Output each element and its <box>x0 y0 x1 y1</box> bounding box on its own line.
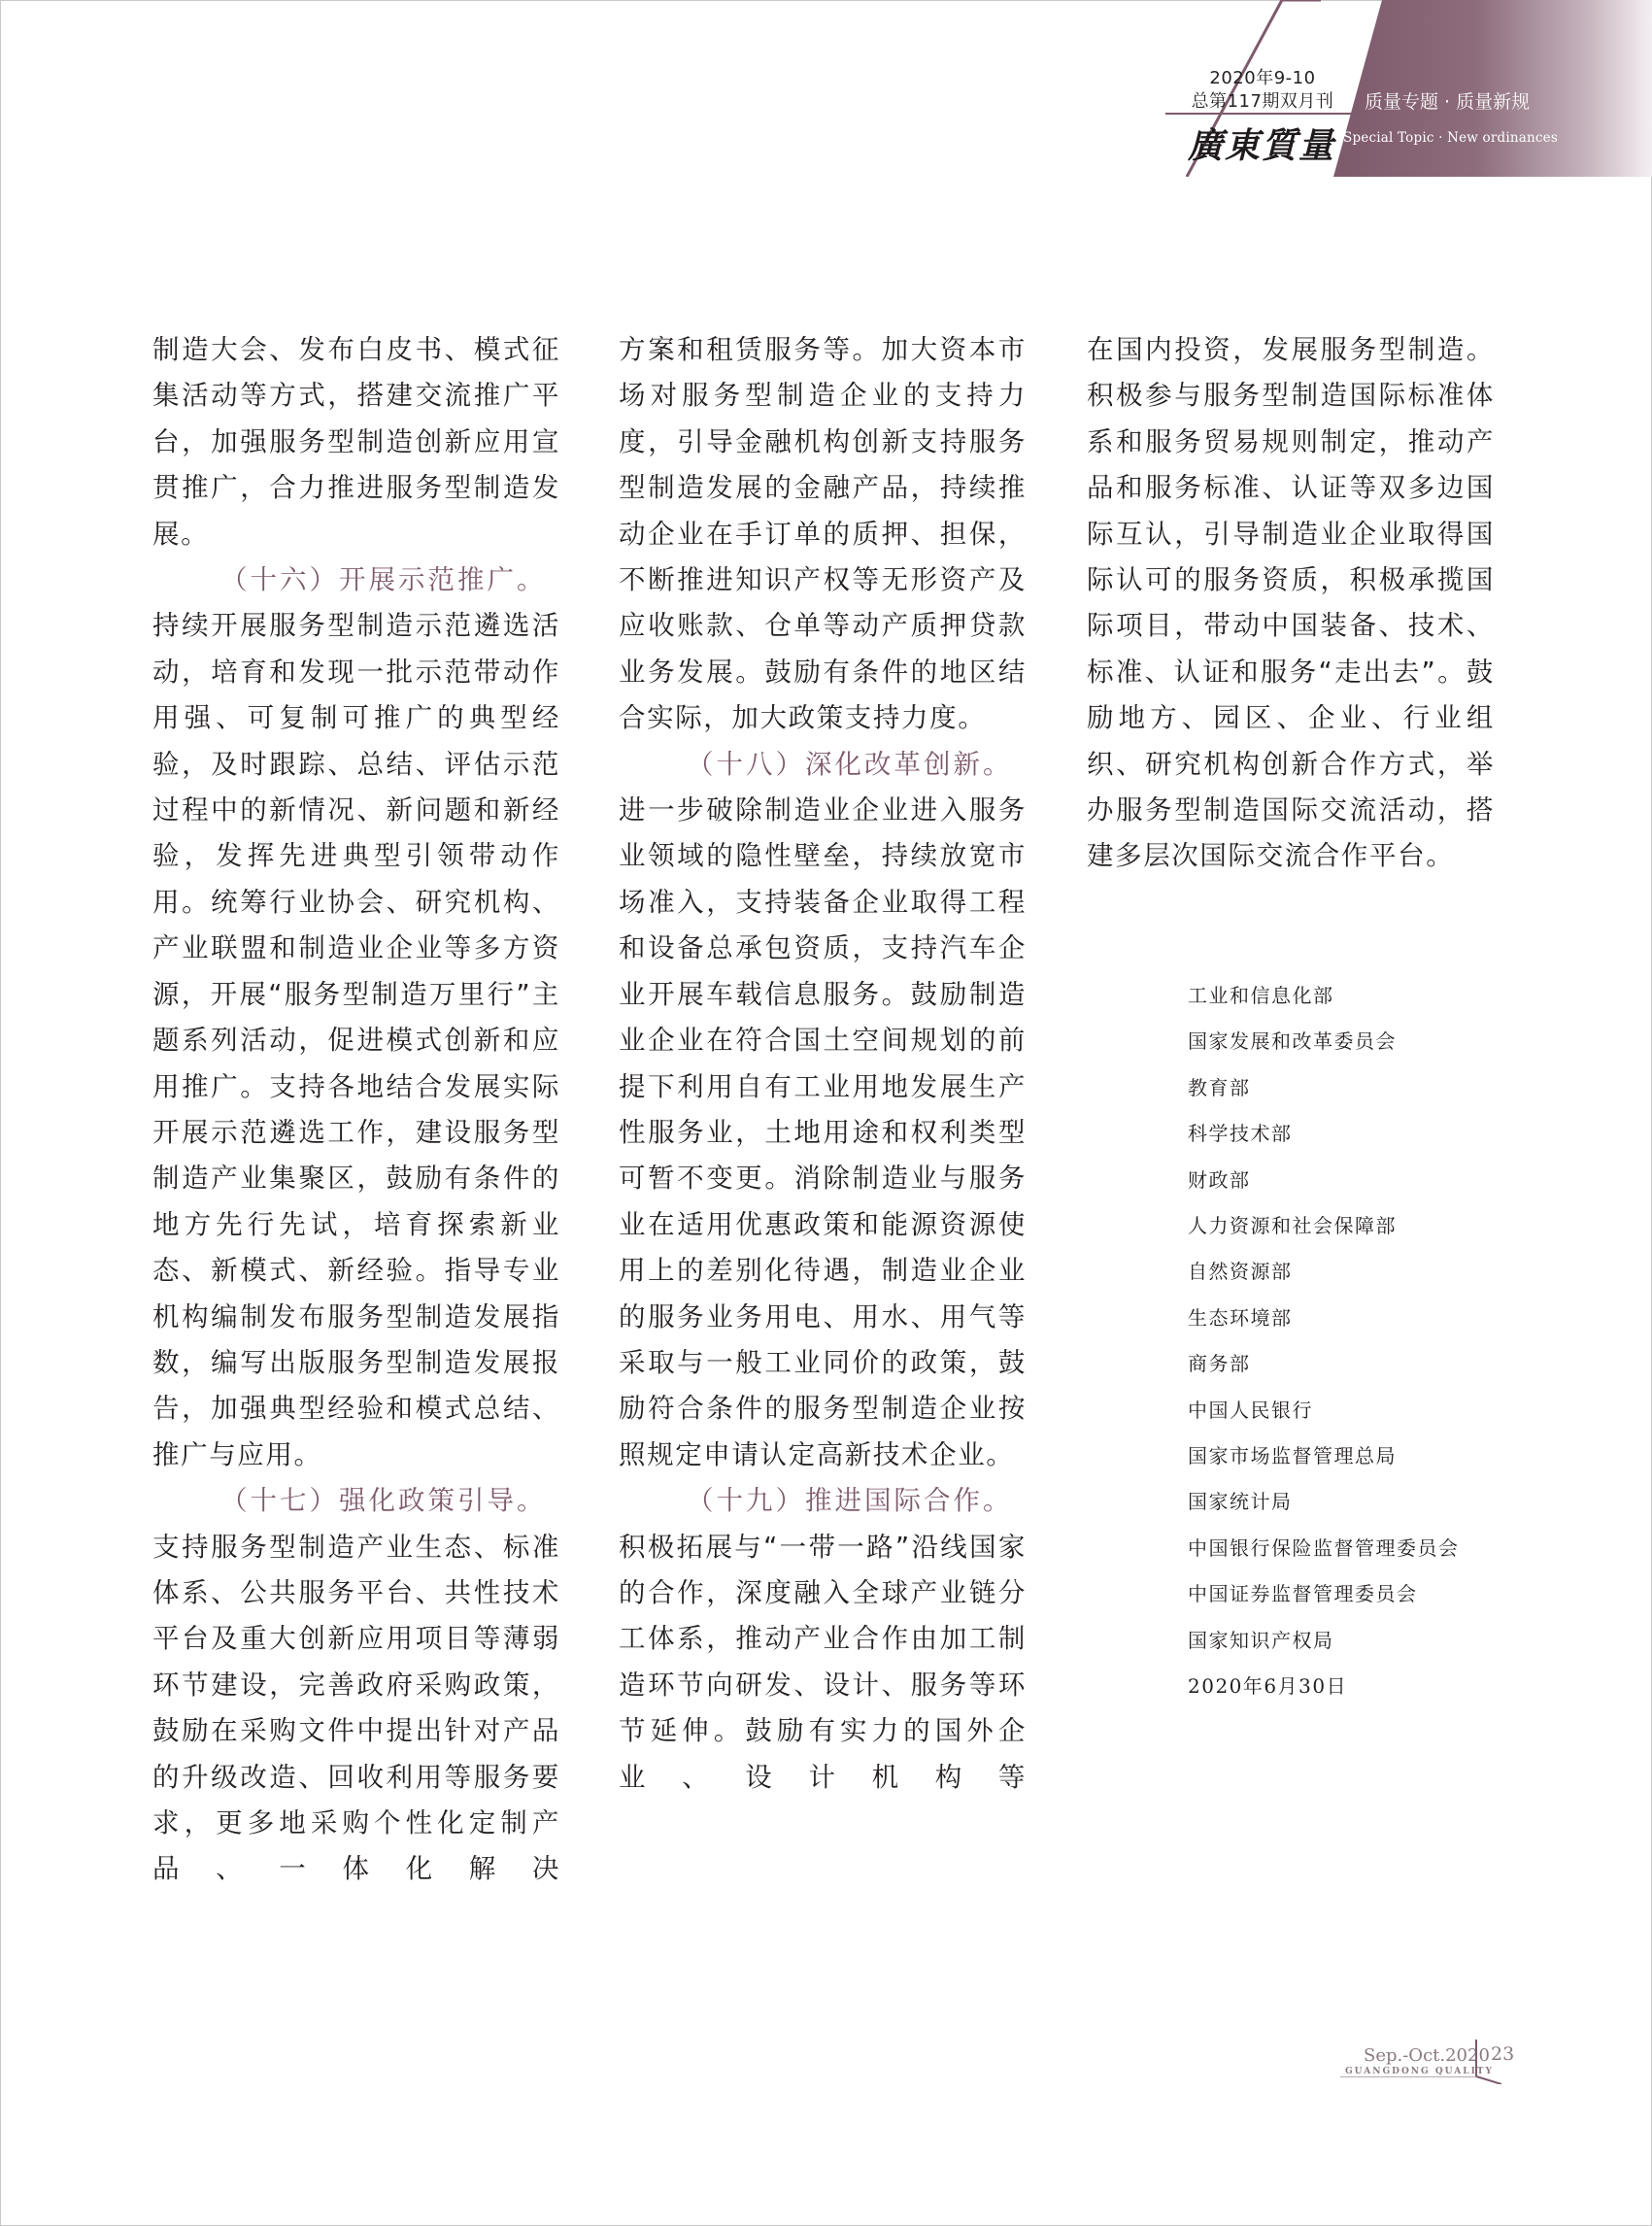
header-rule <box>1165 113 1360 115</box>
paragraph: 支持服务型制造产业生态、标准体系、公共服务平台、共性技术平台及重大创新应用项目等薄弱环节建设，完善政府采购政策，鼓励在采购文件中提出针对产品的升级改造、回收利用等服务要求，更多地采购个性化定制产品、一体化解决 <box>152 1531 560 1885</box>
section-heading: （十六）开展示范推广。 <box>220 564 547 596</box>
text-column-2 <box>619 327 1027 1801</box>
signer: 国家发展和改革委员会 <box>1188 1029 1397 1054</box>
signer: 科学技术部 <box>1188 1122 1293 1146</box>
signer: 中国银行保险监督管理委员会 <box>1188 1535 1460 1560</box>
page-number: 23 <box>1491 2043 1515 2065</box>
footer-magazine-name: GUANGDONG QUALITY <box>1345 2067 1494 2076</box>
paragraph: 持续开展服务型制造示范遴选活动，培育和发现一批示范带动作用强、可复制可推广的典型经验，及时跟踪、总结、评估示范过程中的新情况、新问题和新经验，发挥先进典型引领带动作用。统筹行业协会、研究机构、产业联盟和制造业企业等多方资源，开展“服务型制造万里行”主题系列活动，促进模式创新和应用推广。支持各地结合发展实际开展示范遴选工作，建设服务型制造产业集聚区，鼓励有条件的地方先行先试，培育探索新业态、新模式、新经验。指导专业机构编制发布服务型制造发展指数，编写出版服务型制造发展报告，加强典型经验和模式总结、推广与应用。 <box>152 610 560 1470</box>
section-heading: （十八）深化改革创新。 <box>687 748 1013 780</box>
paragraph: 方案和租赁服务等。加大资本市场对服务型制造企业的支持力度，引导金融机构创新支持服务型制造发展的金融产品，持续推动企业在手订单的质押、担保，不断推进知识产权等无形资产及应收账款、仓单等动产质押贷款业务发展。鼓励有条件的地区结合实际，加大政策支持力度。 <box>619 334 1027 734</box>
footer-rule <box>1340 2076 1476 2077</box>
signer: 中国证券监督管理委员会 <box>1188 1582 1418 1606</box>
section-title-en: Special Topic · New ordinances <box>1343 130 1558 146</box>
paragraph: 进一步破除制造业企业进入服务业领域的隐性壁垒，持续放宽市场准入，支持装备企业取得工程和设备总承包资质，支持汽车企业开展车载信息服务。鼓励制造业企业在符合国土空间规划的前提下利用自有工业用地发展生产性服务业，土地用途和权利类型可暂不变更。消除制造业与服务业在适用优惠政策和能源资源使用上的差别化待遇，制造业企业的服务业务用电、用水、用气等采取与一般工业同价的政策，鼓励符合条件的服务型制造企业按照规定申请认定高新技术企业。 <box>619 794 1027 1470</box>
signer: 商务部 <box>1188 1352 1251 1376</box>
issue-date: 2020年9-10 <box>1209 68 1316 88</box>
signer: 自然资源部 <box>1188 1260 1293 1284</box>
paragraph: 制造大会、发布白皮书、模式征集活动等方式，搭建交流推广平台，加强服务型制造创新应用宣贯推广，合力推进服务型制造发展。 <box>152 334 560 550</box>
section-heading: （十七）强化政策引导。 <box>220 1485 547 1517</box>
signer: 教育部 <box>1188 1075 1251 1099</box>
section-title-cn: 质量专题 · 质量新规 <box>1365 91 1531 113</box>
magazine-logo: 廣東質量 <box>1188 125 1336 166</box>
signer: 国家统计局 <box>1188 1490 1293 1514</box>
signer: 财政部 <box>1188 1167 1251 1192</box>
signer: 人力资源和社会保障部 <box>1188 1214 1397 1238</box>
signer: 中国人民银行 <box>1188 1398 1313 1422</box>
footer-date: Sep.-Oct.2020 <box>1364 2045 1490 2066</box>
signer: 生态环境部 <box>1188 1305 1293 1330</box>
paragraph: 积极拓展与“一带一路”沿线国家的合作，深度融入全球产业链分工体系，推动产业合作由加工制造环节向研发、设计、服务等环节延伸。鼓励有实力的国外企业、设计机构等 <box>619 1531 1027 1793</box>
issue-number: 总第117期双月刊 <box>1191 91 1334 112</box>
signer: 工业和信息化部 <box>1188 984 1334 1007</box>
signer: 国家市场监督管理总局 <box>1188 1444 1397 1468</box>
issue-date-signed: 2020年6月30日 <box>1188 1674 1348 1699</box>
signer: 国家知识产权局 <box>1188 1628 1334 1652</box>
section-heading: （十九）推进国际合作。 <box>687 1485 1013 1517</box>
signers-list <box>1188 973 1557 1710</box>
text-column-1 <box>152 327 560 1893</box>
text-column-3 <box>1087 327 1495 880</box>
paragraph: 在国内投资，发展服务型制造。积极参与服务型制造国际标准体系和服务贸易规则制定，推动产品和服务标准、认证等双多边国际互认，引导制造业企业取得国际认可的服务资质，积极承揽国际项目，带动中国装备、技术、标准、认证和服务“走出去”。鼓励地方、园区、企业、行业组织、研究机构创新合作方式，举办服务型制造国际交流活动，搭建多层次国际交流合作平台。 <box>1087 334 1495 872</box>
